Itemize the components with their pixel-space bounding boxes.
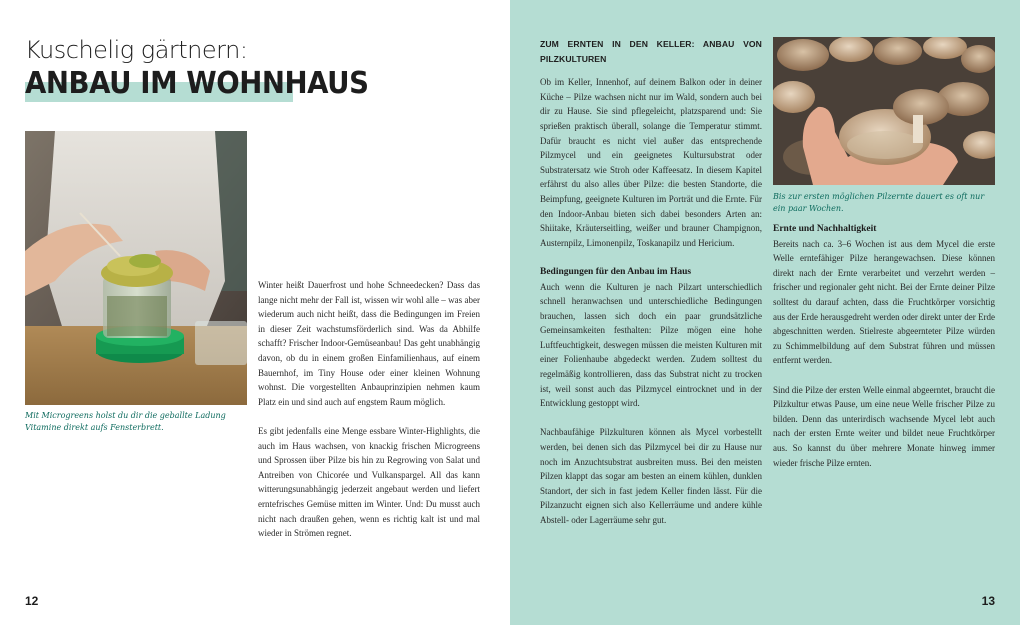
chapter-headline: ANBAU IM WOHNHAUS	[25, 66, 369, 101]
page-number-left: 12	[25, 594, 39, 608]
conditions-paragraph: Auch wenn die Kulturen je nach Pilzart unterschiedlich schnell heranwachsen und unterschiedliche Bedingungen brauchen, lassen sich doch ein paar grundsätzliche Gemeinsamkeiten festhalten: Pilze mögen eine hohe Luftfeuchtigkeit, deswegen müssen die meisten Kulturen mit einer Folienhaube abgedeckt werden. Zudem solltest du regelmäßig kontrollieren, dass das Substrat nicht zu trocken ist, weil sonst auch das Pilzmycel eintrocknet und in der Entwicklung gestoppt wird.	[540, 281, 762, 409]
page-number-right: 13	[981, 594, 995, 608]
mushroom-photo	[773, 37, 995, 185]
harvest-block	[773, 222, 995, 368]
microgreens-caption: Mit Microgreens holst du dir die geballte Ladung Vitamine direkt aufs Fensterbrett.	[25, 411, 226, 432]
intro-paragraph-2: Es gibt jedenfalls eine Menge essbare Winter-Highlights, die auch im Haus wachsen, von knackig frischen Microgreens und Sprossen über Pilze bis hin zu Regrowing von Salat und Antreiben von Chicorée und Vulkanspargel. All das kann witterungsunabhängig jederzeit angebaut werden und liefert erntefrisches Gemüse mitten im Winter. Und: Du musst auch nicht nach draußen gehen, wenn es richtig kalt ist und mal wieder in Strömen regnet.	[258, 425, 480, 539]
mushroom-intro: Ob im Keller, Innenhof, auf deinem Balkon oder in deiner Küche – Pilze wachsen nicht nur im Wald, sondern auch bei dir zu Hause. Sie sind pflegeleicht, platzsparend und: Sie sprießen praktisch überall, solange die Temperatur stimmt. Dafür braucht es nicht viel außer das entsprechende Pilzmycel und ein geeignetes Kultursubstrat oder Substratersatz wie Stroh oder Kaffeesatz. In diesem Kapitel erfährst du also alles über Pilze: die besten Standorte, die Beimpfung, geeignete Kulturen im Porträt und die Ernte. Für den Indoor-Anbau bieten sich dabei besonders Arten an: Shiitake, Kräuterseitling, weißer und brauner Champignon, Austernpilz, Limonenpilz, Toskanapilz und Hericium.	[540, 77, 762, 248]
mycel-paragraph: Nachbaufähige Pilzkulturen können als Mycel vorbestellt werden, bei denen sich das Pilzmycel bei dir zu Hause nur noch im Anzuchtsubstrat ausbreiten muss. Bei den meisten Pilzen klappt das sogar am besten an einem kühlen, dunklen Standort, der sich in fast jedem Keller finden lässt. Für die Pilzanzucht eignen sich also Kellerräume und andere kühle Abstell- oder Lagerräume sehr gut.	[540, 427, 762, 525]
chapter-headline-block	[25, 66, 398, 102]
harvest-paragraph: Bereits nach ca. 3–6 Wochen ist aus dem Mycel die erste Welle erntefähiger Pilze herangewachsen. Diese können direkt nach der Ernte verarbeitet und verzehrt werden – frischer und regionaler geht nicht. Bei der Ernte deiner Pilze solltest du darauf achten, dass die Fruchtkörper vorsichtig aus der Erde herausgedreht werden oder direkt unter der Erde abgeschnitten werden. Stielreste abgeernteter Pilze würden zu Schimmelbildung auf dem Substrat führen und müssen entfernt werden.	[773, 238, 995, 366]
microgreens-photo	[25, 131, 247, 405]
mushroom-caption: Bis zur ersten möglichen Pilzernte dauert es oft nur ein paar Wochen.	[773, 192, 985, 213]
harvest-column	[773, 222, 995, 470]
second-wave-paragraph: Sind die Pilze der ersten Welle einmal abgeerntet, braucht die Pilzkultur etwas Pause, um eine neue Welle frischer Pilze zu bilden. Denn das unterirdisch wachsende Mycel lebt auch nach der ersten Ernte weiter und bildet neue Fruchtkörper aus. So kannst du über mehrere Monate hinweg immer wieder frische Pilze ernten.	[773, 384, 995, 468]
mushroom-column	[540, 37, 762, 528]
conditions-block	[540, 265, 762, 411]
chapter-kicker: Kuschelig gärtnern:	[25, 36, 248, 64]
harvest-subheading: Ernte und Nachhaltigkeit	[773, 224, 877, 234]
intro-paragraph-1: Winter heißt Dauerfrost und hohe Schneedecken? Dass das lange nicht mehr der Fall ist, wissen wir wohl alle – was aber wiederum auch nicht heißt, dass die Bedingungen im Freien in dieser Zeit wachstumsförderlich sind. Was da Abhilfe schafft? Frischer Indoor-Gemüseanbau! Das geht unabhängig davon, ob du in einem großen Einfamilienhaus, auf einem Bauernhof, im Tiny House oder einer kleinen Wohnung wohnst. Die vorgestellten Anbauprinzipien nehmen kaum Platz ein und sind auch auf engstem Raum möglich.	[258, 280, 480, 407]
conditions-subheading: Bedingungen für den Anbau im Haus	[540, 266, 692, 277]
intro-body	[258, 278, 480, 541]
right-page	[510, 0, 1020, 625]
section-heading: ZUM ERNTEN IN DEN KELLER: ANBAU VON PILZKULTUREN	[540, 39, 762, 64]
